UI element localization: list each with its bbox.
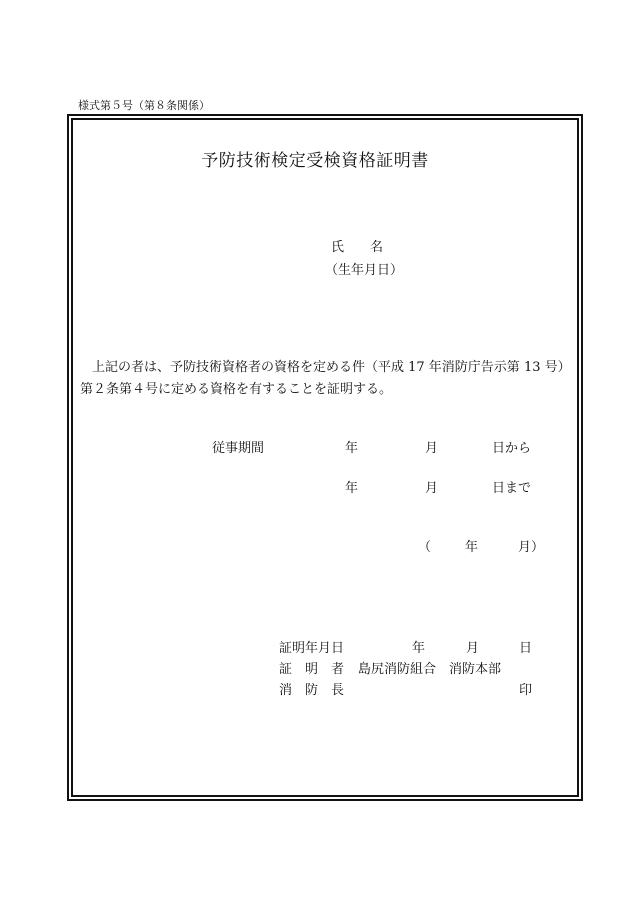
certification-date-month: 月	[466, 641, 480, 656]
name-label: 氏 名	[331, 240, 384, 255]
period-label: 従事期間	[212, 441, 265, 456]
duration-year: 年	[465, 540, 479, 555]
seal-mark: 印	[519, 683, 533, 698]
form-number: 様式第５号（第８条関係）	[78, 99, 210, 112]
document-title: 予防技術検定受検資格証明書	[201, 151, 429, 171]
statement-line-1: 上記の者は、予防技術資格者の資格を定める件（平成 17 年消防庁告示第 13 号）	[92, 360, 571, 375]
statement-line-2: 第２条第４号に定める資格を有することを証明する。	[80, 382, 393, 397]
certification-date-year: 年	[412, 641, 426, 656]
period-to-day: 日まで	[492, 481, 532, 496]
period-from-month: 月	[425, 441, 439, 456]
period-from-year: 年	[345, 441, 359, 456]
period-to-year: 年	[345, 481, 359, 496]
duration-month: 月）	[518, 540, 545, 555]
period-to-month: 月	[425, 481, 439, 496]
certifier-label: 証 明 者	[279, 662, 345, 677]
birthdate-label: （生年月日）	[325, 263, 404, 278]
certification-date-label: 証明年月日	[279, 641, 345, 656]
certifier-organization: 島尻消防組合 消防本部	[358, 662, 502, 677]
period-from-day: 日から	[492, 441, 532, 456]
certification-date-day: 日	[519, 641, 533, 656]
duration-open-paren: （	[418, 540, 432, 555]
chief-label: 消 防 長	[279, 683, 345, 698]
